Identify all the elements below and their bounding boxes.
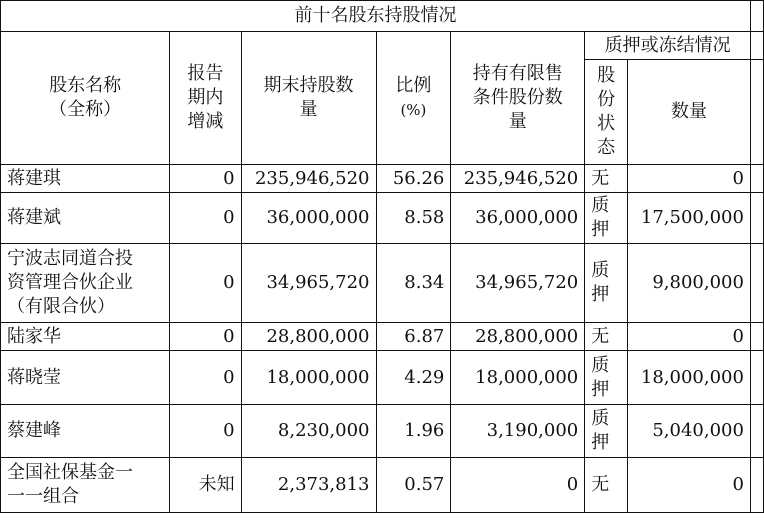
table-row [1, 351, 764, 405]
edge-cell [750, 32, 763, 60]
ratio: 8.58 [376, 193, 451, 244]
header-status-char3: 状 [597, 113, 616, 134]
edge-cell [750, 458, 763, 513]
restricted-shares: 18,000,000 [451, 351, 585, 405]
edge-cell [750, 405, 763, 458]
header-status-char2: 份 [597, 89, 616, 110]
header-ratio-line2: (%) [400, 101, 427, 119]
header-restricted-line3: 量 [508, 111, 527, 132]
header-status-char4: 态 [597, 137, 616, 158]
restricted-shares: 3,190,000 [451, 405, 585, 458]
table-row [1, 165, 764, 193]
ratio: 0.57 [376, 458, 451, 513]
period-change: 0 [170, 405, 241, 458]
header-share-status [585, 60, 628, 165]
header-pledge-group: 质押或冻结情况 [585, 32, 751, 60]
header-restricted-line1: 持有有限售 [472, 63, 563, 84]
restricted-shares: 28,800,000 [451, 323, 585, 351]
shareholder-name: 全国社保基金一 一一组合 [1, 458, 170, 513]
ratio: 1.96 [376, 405, 451, 458]
period-change: 未知 [170, 458, 241, 513]
table-row [1, 323, 764, 351]
header-restricted-shares [451, 32, 585, 165]
period-change: 0 [170, 193, 241, 244]
header-shares-line1: 期末持股数 [263, 75, 354, 96]
shares-held: 36,000,000 [241, 193, 376, 244]
pledge-quantity: 0 [628, 323, 751, 351]
shareholder-name: 蒋建斌 [1, 193, 170, 244]
header-change-line1: 报告 [187, 63, 224, 84]
period-change: 0 [170, 323, 241, 351]
edge-cell [750, 244, 763, 323]
share-status: 无 [585, 323, 628, 351]
shareholder-name: 蒋建琪 [1, 165, 170, 193]
header-change-line3: 增减 [187, 111, 224, 132]
ratio: 56.26 [376, 165, 451, 193]
header-name-line2: （全称） [49, 99, 122, 120]
shares-held: 34,965,720 [241, 244, 376, 323]
shareholder-name: 宁波志同道合投 资管理合伙企业 （有限合伙） [1, 244, 170, 323]
shares-held: 18,000,000 [241, 351, 376, 405]
share-status: 无 [585, 458, 628, 513]
share-status: 质 押 [585, 405, 628, 458]
edge-cell [750, 60, 763, 165]
table-row [1, 244, 764, 323]
edge-cell [750, 165, 763, 193]
share-status: 无 [585, 165, 628, 193]
header-name-line1: 股东名称 [49, 75, 122, 96]
pledge-quantity: 0 [628, 458, 751, 513]
shares-held: 28,800,000 [241, 323, 376, 351]
shareholder-name: 陆家华 [1, 323, 170, 351]
header-restricted-line2: 条件股份数 [472, 87, 563, 108]
header-quantity: 数量 [628, 60, 751, 165]
restricted-shares: 235,946,520 [451, 165, 585, 193]
table-title: 前十名股东持股情况 [1, 1, 751, 32]
ratio: 6.87 [376, 323, 451, 351]
restricted-shares: 0 [451, 458, 585, 513]
table-row [1, 405, 764, 458]
table-row [1, 193, 764, 244]
edge-cell [750, 323, 763, 351]
restricted-shares: 34,965,720 [451, 244, 585, 323]
period-change: 0 [170, 165, 241, 193]
pledge-quantity: 18,000,000 [628, 351, 751, 405]
share-status: 质 押 [585, 244, 628, 323]
header-shares-line2: 量 [299, 99, 318, 120]
header-period-change [170, 32, 241, 165]
pledge-quantity: 5,040,000 [628, 405, 751, 458]
ratio: 4.29 [376, 351, 451, 405]
shares-held: 8,230,000 [241, 405, 376, 458]
edge-cell [750, 351, 763, 405]
header-status-char1: 股 [597, 65, 616, 86]
edge-cell [750, 193, 763, 244]
header-shares-held [241, 32, 376, 165]
edge-cell [750, 1, 763, 32]
pledge-quantity: 9,800,000 [628, 244, 751, 323]
header-shareholder-name [1, 32, 170, 165]
table-row [1, 458, 764, 513]
restricted-shares: 36,000,000 [451, 193, 585, 244]
ratio: 8.34 [376, 244, 451, 323]
period-change: 0 [170, 351, 241, 405]
header-ratio-line1: 比例 [395, 75, 432, 96]
period-change: 0 [170, 244, 241, 323]
shareholder-name: 蔡建峰 [1, 405, 170, 458]
pledge-quantity: 17,500,000 [628, 193, 751, 244]
shares-held: 2,373,813 [241, 458, 376, 513]
share-status: 质 押 [585, 351, 628, 405]
header-ratio [376, 32, 451, 165]
shares-held: 235,946,520 [241, 165, 376, 193]
header-change-line2: 期内 [187, 87, 224, 108]
shareholder-name: 蒋晓莹 [1, 351, 170, 405]
share-status: 质 押 [585, 193, 628, 244]
pledge-quantity: 0 [628, 165, 751, 193]
